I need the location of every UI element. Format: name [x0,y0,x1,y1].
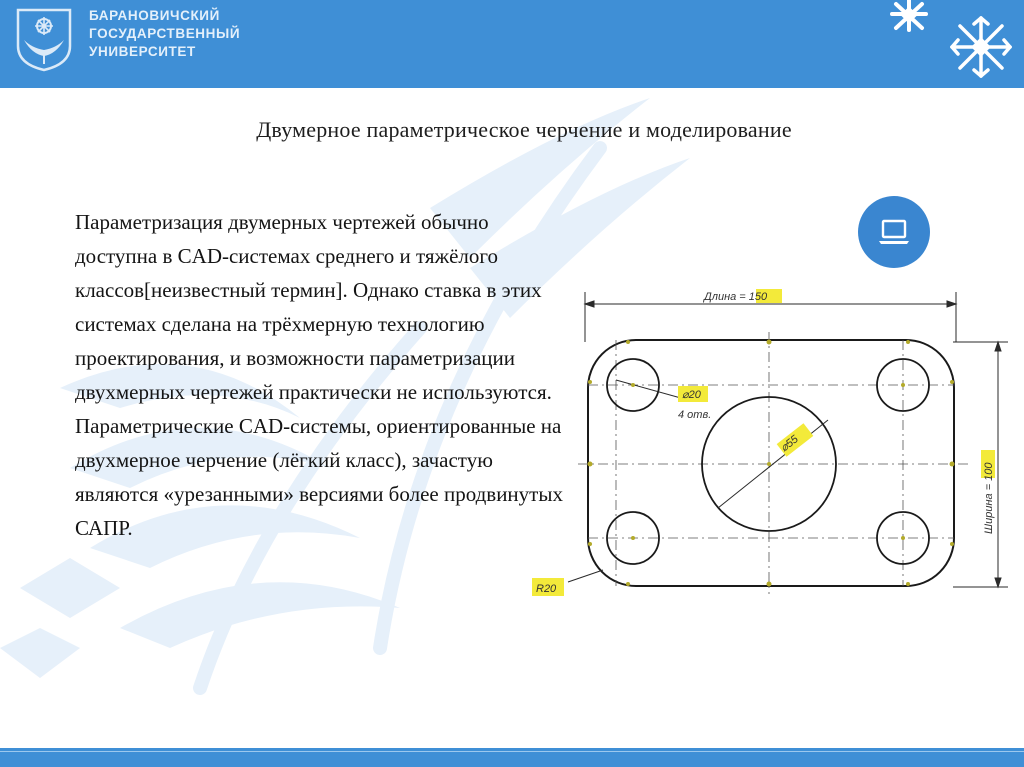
hole-count-label: 4 отв. [678,409,712,421]
slide-title: Двумерное параметрическое черчение и моделирование [256,117,792,142]
width-label: Ширина = 100 [983,462,995,534]
laptop-icon [876,214,912,250]
university-logo-icon [14,6,74,72]
header-bar [0,0,1024,88]
university-name-line-2: ГОСУДАРСТВЕННЫЙ [89,26,241,41]
width-dimension [953,342,1008,587]
snowflake-icon [880,0,938,36]
length-label: Длина = 150 [704,291,768,303]
snowflake-icon [950,16,1012,78]
footer-divider [0,751,1024,752]
university-name-line-3: УНИВЕРСИТЕТ [89,44,196,59]
cad-drawing [528,282,1018,607]
hole-diameter-label: ⌀20 [682,389,701,401]
footer-bar [0,748,1024,767]
body-paragraph: Параметризация двумерных чертежей обычно доступна в CAD-системах среднего и тяжёлого классов[неизвестный термин]. Однако ставка в этих системах сделана на трёхмерную технологию проектирования, и возможности параметризации двухмерных чертежей практически не используются. Параметрические CAD-системы, ориентированные на двухмерное черчение (лёгкий класс), зачастую являются «урезанными» версиями более продвинутых САПР. [75,210,563,540]
laptop-badge [858,196,930,268]
university-name-line-1: БАРАНОВИЧСКИЙ [89,8,220,23]
center-diameter-label: ⌀55 [778,433,801,455]
radius-label: R20 [536,583,557,595]
plate-outline [588,340,954,586]
university-name [89,7,349,61]
